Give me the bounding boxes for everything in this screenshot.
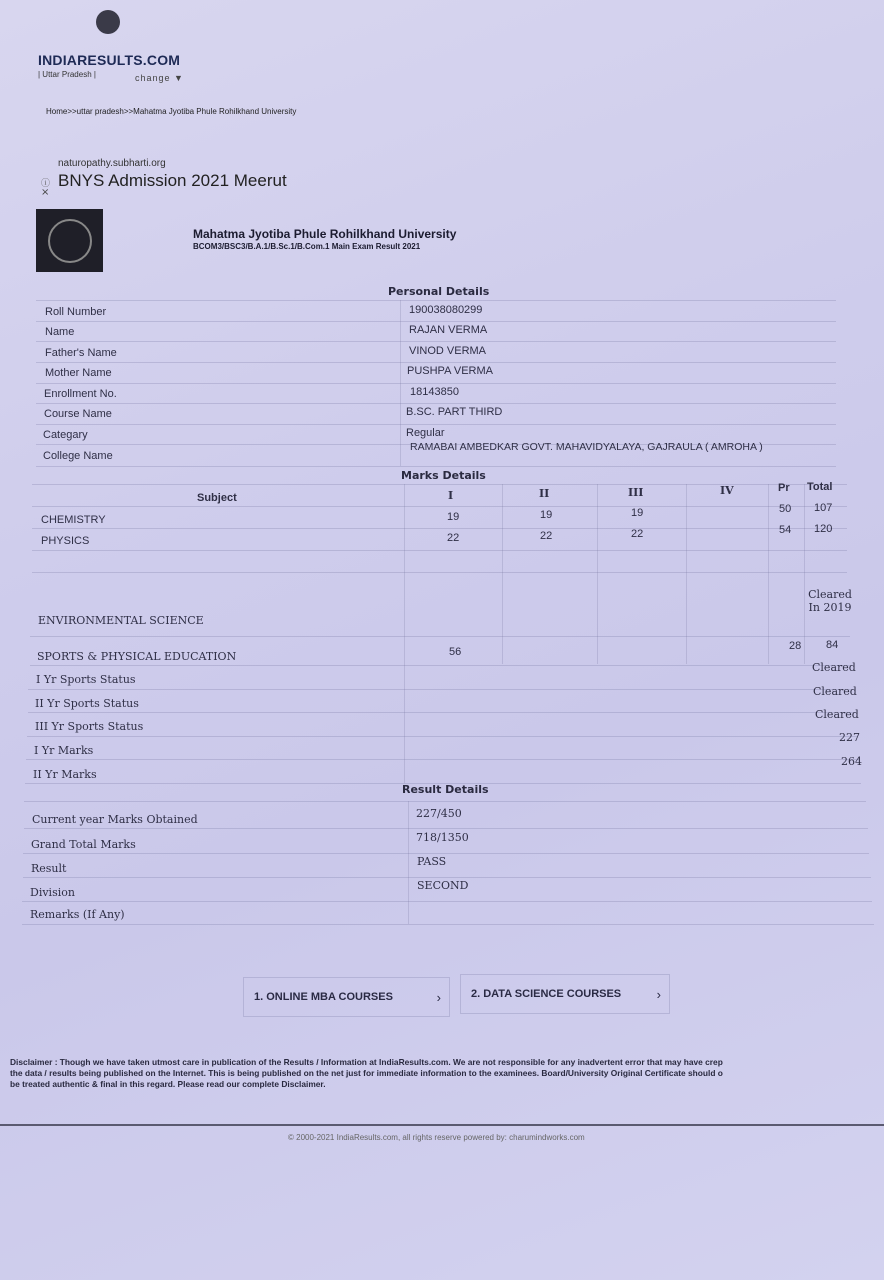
category-label: Categary [43,429,88,441]
current-year-marks-label: Current year Marks Obtained [32,813,198,826]
ad-close-icon[interactable]: × [41,187,50,198]
exam-title: BCOM3/BSC3/B.A.1/B.Sc.1/B.Com.1 Main Exam Result 2021 [193,242,421,251]
footer-copyright: © 2000-2021 IndiaResults.com, all rights reserve powered by: charumindworks.com [288,1133,585,1142]
course-name-value: B.SC. PART THIRD [406,406,503,418]
course-name-label: Course Name [44,408,112,420]
ii-yr-marks-value: 264 [841,755,862,768]
physics-iii: 22 [631,528,644,540]
i-yr-marks-label: I Yr Marks [34,744,94,757]
footer-divider [0,1124,884,1126]
change-state-link[interactable]: change ▼ [135,73,184,83]
name-value: RAJAN VERMA [409,324,488,336]
grand-total-label: Grand Total Marks [31,838,136,851]
physics-ii: 22 [540,530,553,542]
col-ii-header: II [539,487,550,500]
ii-yr-marks-label: II Yr Marks [33,768,97,781]
chemistry-total: 107 [814,502,833,514]
chemistry-i: 19 [447,511,460,523]
physics-total: 120 [814,523,833,535]
ad-url[interactable]: naturopathy.subharti.org [58,158,166,169]
col-total-header: Total [807,481,833,493]
sports-i: 56 [449,646,462,658]
chemistry-ii: 19 [540,509,553,521]
college-name-value: RAMABAI AMBEDKAR GOVT. MAHAVIDYALAYA, GAJRAULA ( AMROHA ) [410,441,763,453]
category-value: Regular [406,427,445,439]
father-name-label: Father's Name [45,347,117,359]
ii-yr-sports-label: II Yr Sports Status [35,697,139,710]
college-name-label: College Name [43,450,113,462]
data-science-courses-label: 2. DATA SCIENCE COURSES [471,988,622,1000]
roll-number-value: 190038080299 [409,304,483,316]
current-year-marks-value: 227/450 [416,807,462,820]
sports-pr: 28 [789,640,802,652]
col-iv-header: IV [720,484,734,497]
env-science-subject: ENVIRONMENTAL SCIENCE [38,614,204,627]
ii-yr-sports-value: Cleared [813,685,857,698]
division-value: SECOND [417,879,469,892]
result-value: PASS [417,855,447,868]
name-label: Name [45,326,75,338]
ad-info-icon[interactable]: ⓘ [41,179,51,189]
university-name: Mahatma Jyotiba Phule Rohilkhand University [193,227,457,241]
logo-icon [96,10,120,34]
disclaimer [10,1057,884,1090]
physics-subject: PHYSICS [41,535,90,547]
physics-pr: 54 [779,524,792,536]
enrollment-value: 18143850 [410,386,459,398]
chevron-right-icon: › [436,989,441,1005]
ad-title[interactable]: BNYS Admission 2021 Meerut [58,171,287,190]
sports-subject: SPORTS & PHYSICAL EDUCATION [37,650,237,663]
disclaimer-line-1: Disclaimer : Though we have taken utmost care in publication of the Results / Information at IndiaResults.com. We are not responsible for any inadvertent error that may have crep [10,1057,723,1067]
remarks-label: Remarks (If Any) [30,908,125,921]
online-mba-courses-link[interactable] [243,977,450,1017]
sports-total: 84 [826,639,839,651]
env-science-status: Cleared In 2019 [808,588,852,614]
university-seal-icon [36,209,103,272]
i-yr-sports-value: Cleared [812,661,856,674]
i-yr-sports-label: I Yr Sports Status [36,673,136,686]
disclaimer-line-2: the data / results being published on the Internet. This is being published on the net just for immediate information to the examinees. Board/University Original Certificate should o [10,1068,723,1078]
division-label: Division [30,886,75,899]
result-details-title: Result Details [402,783,489,796]
mother-name-value: PUSHPA VERMA [407,365,493,377]
father-name-value: VINOD VERMA [409,345,487,357]
roll-number-label: Roll Number [45,306,107,318]
enrollment-label: Enrollment No. [44,388,117,400]
site-logo[interactable]: INDIARESULTS.COM [38,52,181,68]
physics-i: 22 [447,532,460,544]
chemistry-subject: CHEMISTRY [41,514,106,526]
col-iii-header: III [628,486,644,499]
marks-details-title: Marks Details [401,469,486,482]
col-i-header: I [448,489,454,502]
iii-yr-sports-value: Cleared [815,708,859,721]
i-yr-marks-value: 227 [839,731,860,744]
grand-total-value: 718/1350 [416,831,469,844]
mother-name-label: Mother Name [45,367,112,379]
disclaimer-line-3[interactable]: be treated authentic & final in this regard. Please read our complete Disclaimer. [10,1079,326,1089]
breadcrumb[interactable]: Home>>uttar pradesh>>Mahatma Jyotiba Phule Rohilkhand University [46,107,297,116]
iii-yr-sports-label: III Yr Sports Status [35,720,144,733]
chevron-right-icon: › [656,986,661,1002]
state-label: | Uttar Pradesh | [38,70,96,79]
subject-header: Subject [197,492,237,504]
chemistry-pr: 50 [779,503,792,515]
chemistry-iii: 19 [631,507,644,519]
data-science-courses-link[interactable] [460,974,670,1014]
online-mba-courses-label: 1. ONLINE MBA COURSES [254,991,393,1003]
result-label: Result [31,862,67,875]
personal-details-title: Personal Details [388,285,490,298]
col-pr-header: Pr [778,482,790,494]
